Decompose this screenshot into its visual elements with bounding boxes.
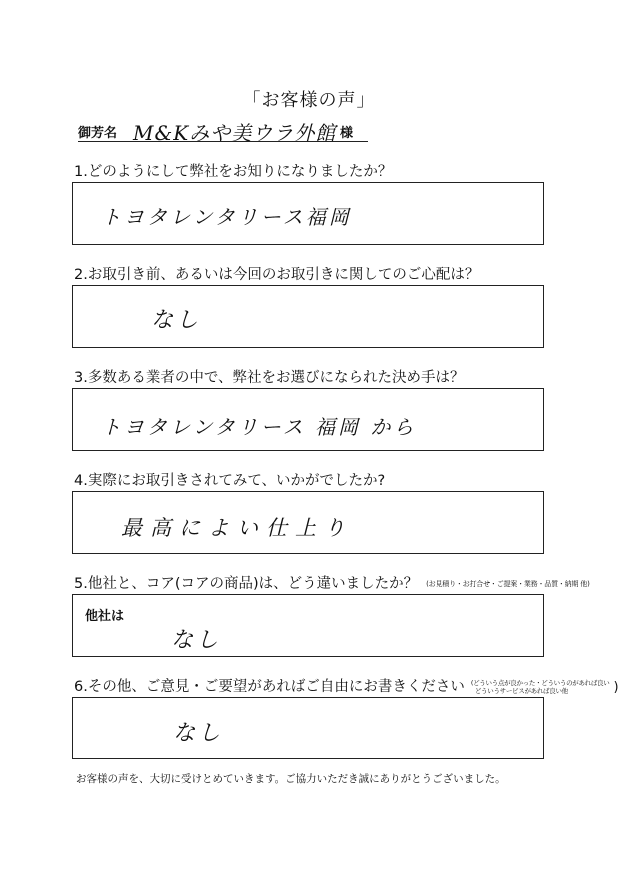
answer-box-2: [72, 285, 544, 348]
answer-1: トヨタレンタリース福岡: [101, 205, 352, 229]
question-6-note: [471, 679, 610, 695]
answer-box-3: [72, 388, 544, 451]
question-5-note: (お見積り・お打合せ・ご提案・業務・品質・納期 他): [426, 580, 590, 588]
answer-box-6: [72, 697, 544, 759]
customer-name-value: M&Kみや美ウラ外館: [133, 121, 337, 145]
question-6-note-line1: (どういう点が良かった・どういうのがあれば良い: [470, 679, 610, 687]
question-2: 2.お取引き前、あるいは今回のお取引きに関してのご心配は？: [74, 267, 480, 283]
answer-5-printed-label: 他社は: [85, 609, 125, 624]
question-1: 1.どのようにして弊社をお知りになりましたか？: [74, 164, 393, 180]
answer-5: なし: [171, 628, 222, 653]
answer-2: なし: [151, 308, 202, 333]
answer-box-5: [72, 594, 544, 657]
question-3: 3.多数ある業者の中で、弊社をお選びになられた決め手は？: [74, 370, 465, 386]
question-6-text: 6.その他、ご意見・ご要望があればご自由にお書きください: [74, 679, 465, 695]
answer-box-4: [72, 491, 544, 554]
answer-4: 最高によい仕上り: [121, 516, 353, 540]
question-5-text: 5.他社と、コア(コアの商品)は、どう違いましたか？: [74, 576, 419, 592]
question-6: [74, 675, 619, 696]
footer-thanks: お客様の声を、大切に受けとめていきます。ご協力いただき誠にありがとうございました。: [76, 773, 506, 785]
answer-6: なし: [173, 721, 224, 746]
customer-name-label: 御芳名: [78, 126, 118, 141]
customer-name-underline: [78, 141, 368, 142]
question-6-note-close: ): [613, 680, 619, 695]
question-5: [74, 572, 590, 593]
answer-box-1: [72, 182, 544, 245]
customer-name-field: [78, 118, 368, 145]
answer-3: トヨタレンタリース 福岡 から: [101, 415, 417, 439]
page-title: 「お客様の声」: [242, 90, 376, 111]
question-6-note-line2: どういうサービスがあれば良い他: [474, 687, 568, 695]
customer-honorific: 様: [340, 126, 354, 141]
question-4: 4.実際にお取引きされてみて、いかがでしたか?: [74, 473, 386, 489]
